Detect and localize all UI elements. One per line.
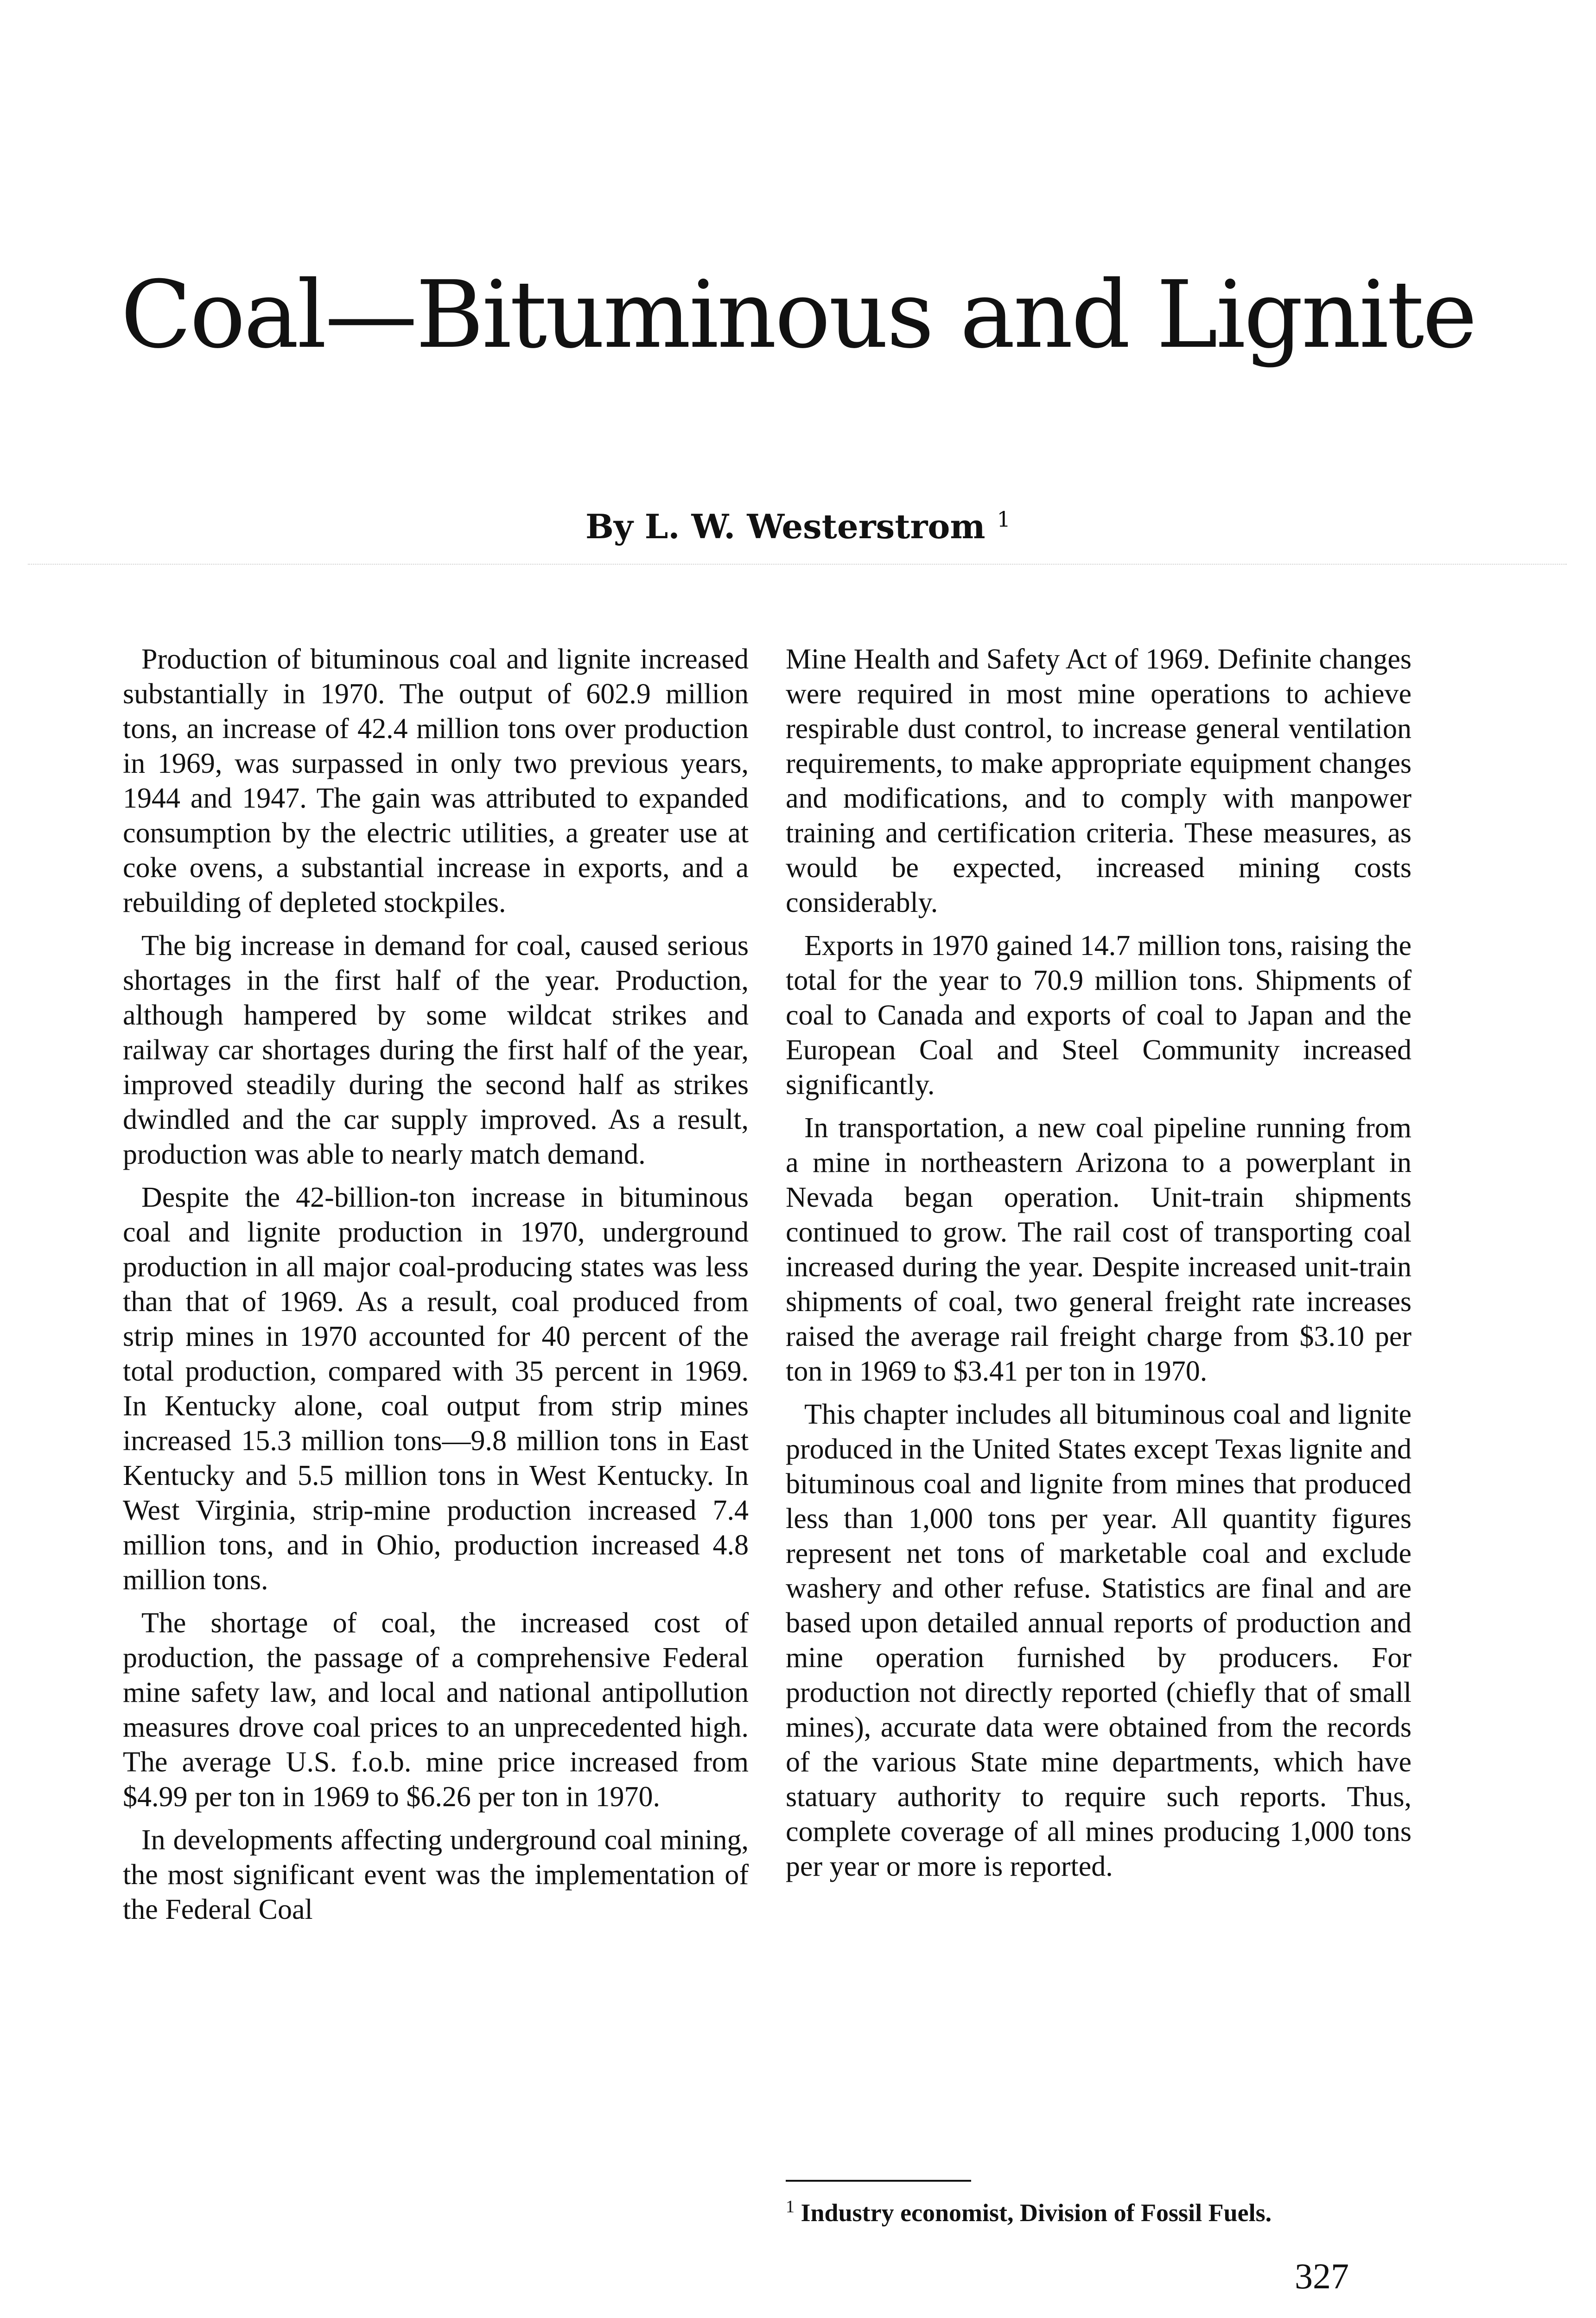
byline-footnote-marker: 1 bbox=[997, 507, 1011, 532]
left-column bbox=[123, 642, 749, 1936]
footnote bbox=[786, 2191, 1412, 2229]
paragraph: Production of bituminous coal and lignite increased substantially in 1970. The output of 602.9 million tons, an increase of 42.4 million tons over production in 1969, was surpassed in only two previous years, 1944 and 1947. The gain was attributed to expanded consumption by the electric utilities, a greater use at coke ovens, a substantial increase in exports, and a rebuilding of depleted stockpiles. bbox=[123, 643, 749, 918]
paragraph: The big increase in demand for coal, caused serious shortages in the first half of the year. Production, although hampered by some wildcat strikes and railway car shortages during the first half of the year, improved steadily during the second half as strikes dwindled and the car supply improved. As a result, production was able to nearly match demand. bbox=[123, 930, 749, 1170]
paragraph: Mine Health and Safety Act of 1969. Definite changes were required in most mine operations to achieve respirable dust control, to increase general ventilation requirements, to make appropriate equipment changes and modifications, and to comply with manpower training and certification criteria. These measures, as would be expected, increased mining costs considerably. bbox=[786, 643, 1412, 918]
paragraph: This chapter includes all bituminous coal and lignite produced in the United States except Texas lignite and bituminous coal and lignite from mines that produced less than 1,000 tons per year. All quantity figures represent net tons of marketable coal and exclude washery and other refuse. Statistics are final and are based upon detailed annual reports of production and mine operation furnished by producers. For production not directly reported (chiefly that of small mines), accurate data were obtained from the records of the various State mine departments, which have statuary authority to require such reports. Thus, complete coverage of all mines producing 1,000 tons per year or more is reported. bbox=[786, 1399, 1412, 1882]
paragraph: Despite the 42-billion-ton increase in bituminous coal and lignite production in 1970, underground production in all major coal-producing states was less than that of 1969. As a result, coal produced from strip mines in 1970 accounted for 40 percent of the total production, compared with 35 percent in 1969. In Kentucky alone, coal output from strip mines increased 15.3 million tons—9.8 million tons in East Kentucky and 5.5 million tons in West Kentucky. In West Virginia, strip-mine production increased 7.4 million tons, and in Ohio, production increased 4.8 million tons. bbox=[123, 1182, 749, 1596]
header-divider bbox=[28, 564, 1567, 565]
footnote-text: Industry economist, Division of Fossil Fuels. bbox=[801, 2199, 1272, 2227]
author-byline bbox=[0, 496, 1596, 550]
footnote-divider bbox=[786, 2180, 971, 2182]
paragraph: In developments affecting underground coal mining, the most significant event was the implementation of the Federal Coal bbox=[123, 1824, 749, 1925]
paragraph: The shortage of coal, the increased cost of production, the passage of a comprehensive Federal mine safety law, and local and national antipollution measures drove coal prices to an unprecedented high. The average U.S. f.o.b. mine price increased from $4.99 per ton in 1969 to $6.26 per ton in 1970. bbox=[123, 1607, 749, 1813]
page-number: 327 bbox=[1295, 2256, 1349, 2296]
paragraph: In transportation, a new coal pipeline running from a mine in northeastern Arizona to a powerplant in Nevada began operation. Unit-train shipments continued to grow. The rail cost of transporting coal increased during the year. Despite increased unit-train shipments of coal, two general freight rate increases raised the average rail freight charge from $3.10 per ton in 1969 to $3.41 per ton in 1970. bbox=[786, 1112, 1412, 1387]
right-column bbox=[786, 642, 1412, 1892]
page-title: Coal—Bituminous and Lignite bbox=[121, 261, 1475, 369]
footnote-marker: 1 bbox=[786, 2197, 795, 2216]
author-name: By L. W. Westerstrom bbox=[585, 507, 986, 546]
paragraph: Exports in 1970 gained 14.7 million tons, raising the total for the year to 70.9 million tons. Shipments of coal to Canada and exports of coal to Japan and the European Coal and Steel Community increased significantly. bbox=[786, 930, 1412, 1101]
